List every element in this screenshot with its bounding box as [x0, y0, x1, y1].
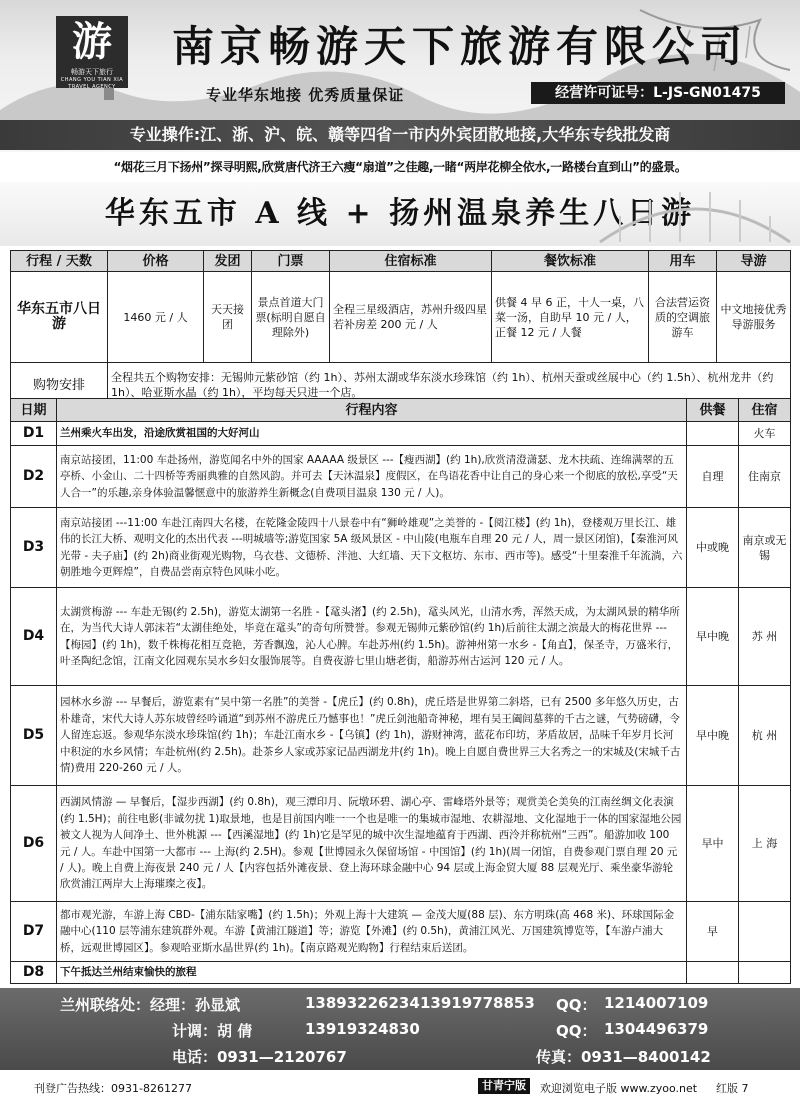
tour-vehicle: 合法营运资质的空调旅游车 — [649, 272, 717, 363]
itinerary-row — [11, 686, 791, 786]
day-meals: 早中晚 — [687, 686, 739, 786]
day-meals: 自理 — [687, 446, 739, 508]
header-cell: 门票 — [252, 251, 330, 272]
day-label: D8 — [11, 962, 57, 984]
day-lodging: 杭 州 — [739, 686, 791, 786]
day-lodging: 火车 — [739, 422, 791, 446]
header-cell: 行程 / 天数 — [11, 251, 108, 272]
license-number: 经营许可证号：L-JS-GN01475 — [531, 82, 785, 104]
header-cell: 供餐 — [687, 399, 739, 422]
header-cell: 餐饮标准 — [492, 251, 649, 272]
day-label: D6 — [11, 786, 57, 902]
day-content: 下午抵达兰州结束愉快的旅程 — [57, 962, 687, 984]
page-number: 红版 7 — [716, 1082, 749, 1095]
header-cell: 用车 — [649, 251, 717, 272]
day-label: D5 — [11, 686, 57, 786]
header-cell: 价格 — [108, 251, 204, 272]
shopping-label: 购物安排 — [11, 363, 108, 408]
tour-guide: 中文地接优秀导游服务 — [717, 272, 791, 363]
day-lodging — [739, 962, 791, 984]
itinerary-row — [11, 902, 791, 962]
day-meals — [687, 962, 739, 984]
header-cell: 住宿 — [739, 399, 791, 422]
day-label: D1 — [11, 422, 57, 446]
page-footer — [0, 1072, 800, 1100]
header-cell: 行程内容 — [57, 399, 687, 422]
header-banner — [0, 0, 800, 152]
day-label: D4 — [11, 588, 57, 686]
day-lodging: 苏 州 — [739, 588, 791, 686]
tour-price: 1460 元 / 人 — [108, 272, 204, 363]
phone-number: 13893226234 — [305, 994, 420, 1012]
tour-departure: 天天接团 — [204, 272, 252, 363]
itinerary-row — [11, 962, 791, 984]
tour-meals: 供餐 4 早 6 正，十人一桌，八菜一汤，自助早 10 元 / 人，正餐 12 元 / 人餐 — [492, 272, 649, 363]
business-slogan: 专业操作:江、浙、沪、皖、赣等四省一市内外宾团散地接,大华东专线批发商 — [0, 120, 800, 150]
qq-label: QQ： — [556, 996, 597, 1014]
qq-number: 1304496379 — [604, 1020, 709, 1038]
tour-name: 华东五市八日游 — [11, 272, 108, 363]
day-lodging — [739, 902, 791, 962]
summary-table — [10, 250, 791, 408]
day-lodging: 上 海 — [739, 786, 791, 902]
tour-hotel: 全程三星级酒店，苏州升级四星 若补房差 200 元 / 人 — [330, 272, 492, 363]
tour-tickets: 景点首道大门票(标明自愿自理除外) — [252, 272, 330, 363]
bridge-decoration-icon — [590, 182, 800, 246]
day-meals: 早中晚 — [687, 588, 739, 686]
day-label: D2 — [11, 446, 57, 508]
intro-poem: “烟花三月下扬州”探寻明熙,欣赏唐代济王六瘦“扇道”之佳趣,一睹“两岸花柳全依水,一路楼台直到山”的盛景。 — [113, 160, 687, 174]
itinerary-row — [11, 422, 791, 446]
day-meals: 早中 — [687, 786, 739, 902]
route-title: 华东五市 A 线 + 扬州温泉养生八日游 — [0, 182, 800, 246]
summary-row — [11, 272, 791, 363]
telephone: 电话：0931—2120767 — [172, 1048, 347, 1066]
ad-hotline: 刊登广告热线：0931-8261277 — [34, 1082, 192, 1095]
phone-number: 13919778853 — [420, 994, 535, 1012]
company-name: 南京畅游天下旅游有限公司 — [172, 22, 749, 71]
itinerary-row — [11, 588, 791, 686]
day-label: D3 — [11, 508, 57, 588]
website-link[interactable]: 欢迎浏览电子版 www.zyoo.net — [540, 1082, 698, 1095]
office-manager: 兰州联络处：经理：孙显斌 — [60, 996, 241, 1014]
logo-subtitle-en: CHANG YOU TIAN XIA TRAVEL AGENCY — [60, 77, 124, 90]
itinerary-header-row — [11, 399, 791, 422]
itinerary-row — [11, 446, 791, 508]
qq-number: 1214007109 — [604, 994, 709, 1012]
header-cell: 日期 — [11, 399, 57, 422]
header-cell: 住宿标准 — [330, 251, 492, 272]
day-meals: 中或晚 — [687, 508, 739, 588]
day-meals — [687, 422, 739, 446]
header-cell: 导游 — [717, 251, 791, 272]
day-meals: 早 — [687, 902, 739, 962]
day-content: 兰州乘火车出发，沿途欣赏祖国的大好河山 — [57, 422, 687, 446]
edition-badge: 甘青宁版 — [478, 1078, 530, 1094]
day-content: 南京站接团 ---11:00 车赴江南四大名楼，在乾隆金陵四十八景卷中有“狮岭雄观”之美誉的 -【阅江楼】(约 1h)，登楼观万里长江、雄伟的长江大桥、观明文化的杰出代表 ---明城墙等;游览国家 5A 级风景区 - 中山陵(电瓶车自理 20 元 / 人，周一景区闭馆)，【秦淮河风光带 - 夫子庙】(约 2h)商业街观光购物，乌衣巷、文德桥、泮池、大红墙、天下文枢坊、东市、西市等)。感受“十里秦淮千年流淌，六朝胜地今更辉煌”，自费品尝南京特色风味小吃。 — [57, 508, 687, 588]
day-content: 都市观光游，车游上海 CBD-【浦东陆家嘴】(约 1.5h)；外观上海十大建筑 — 金茂大厦(88 层)、东方明珠(高 468 米)、环球国际金融中心(110 层等浦东建筑群外观。车游【黄浦江隧道】等；游览【外滩】(约 0.5h)，黄浦江风光、万国建筑博览等，【车游卢浦大桥，远观世博园区】。参观哈亚斯水晶世界(约 1h)。【南京路观光购物】行程结束后送团。 — [57, 902, 687, 962]
planner-name: 计调：胡 倩 — [172, 1022, 253, 1040]
day-content: 南京站接团，11:00 车赴扬州，游览闻名中外的国家 AAAAA 级景区 ---【瘦西湖】(约 1h),欣赏清澄潇瑟、龙木扶疏、连绵满翠的五亭桥、小金山、二十四桥等秀丽典雅的自然风韵。并可去【天沐温泉】度假区，在鸟语花香中让自己的身心来一个彻底的放松,享受“天人合一”的乐趣,亲身体验温馨惬意中的旅游养生新概念(自费项目温泉 130 元 / 人)。 — [57, 446, 687, 508]
day-content: 西湖风情游 — 早餐后，【湿步西湖】(约 0.8h)，观三潭印月、阮墩环碧、湖心亭、雷峰塔外景等；观赏美仑美奂的江南丝绸文化表演(约 1.5H)；前往电影(非诚勿扰 1)取景地，也是目前国内唯一一个也是唯一的集城市湿地、农耕湿地、文化湿地于一体的国家湿地公园被文人视为人间净土、世外桃源 ---【西溪湿地】(约 1h)它是罕见的城中次生湿地蕴育于西湖、西泠并称杭州“三西”。船游加收 100 元 / 人。车赴中国第一大都市 --- 上海(约 2.5H)。参观【世博园永久保留场馆 - 中国馆】(约 1h)(周一闭馆，自费参观门票自理 20 元 / 人)。晚上自费上海夜景 240 元 / 人【内容包括外滩夜景、登上海环球金融中心 94 层或上海金贸大厦 88 层观光厅、乘坐豪华游轮欣赏浦江两岸大上海璀璨之夜】。 — [57, 786, 687, 902]
itinerary-table — [10, 398, 791, 984]
summary-header-row — [11, 251, 791, 272]
itinerary-row — [11, 508, 791, 588]
qq-label: QQ： — [556, 1022, 597, 1040]
company-logo — [56, 16, 128, 88]
day-lodging: 南京或无锡 — [739, 508, 791, 588]
phone-number: 13919324830 — [305, 1020, 420, 1038]
day-lodging: 住南京 — [739, 446, 791, 508]
itinerary-row — [11, 786, 791, 902]
fax: 传真：0931—8400142 — [536, 1048, 711, 1066]
shopping-details: 全程共五个购物安排：无锡帅元紫砂馆（约 1h）、苏州太湖或华东淡水珍珠馆（约 1h）、杭州天蚕或丝展中心（约 1.5h）、杭州龙井（约 1h）、哈亚斯水晶（约 1h），平均每天只进一个店。 — [108, 363, 791, 408]
day-content: 园林水乡游 --- 早餐后，游览素有“吴中第一名胜”的美誉 -【虎丘】(约 0.8h)，虎丘塔是世界第二斜塔，已有 2500 多年悠久历史，古朴雄奇，宋代大诗人苏东坡曾经吟诵道“到苏州不游虎丘乃憾事也！”虎丘剑池船奇神秘，埋有吴王阖闾墓葬的千古之谜，气势磅礴，令人留连忘返。参观华东淡水珍珠馆(约 1h)；车赴江南水乡 -【乌镇】(约 1h)，游财神湾，蓝花布印坊，茅盾故居，品味千年岁月长河中积淀的水乡风情；车赴杭州(约 2.5h)。赴茶乡人家或苏家记品西湖龙井(约 1h)。晚上自愿自费世界三大名秀之一的宋城及(宋城千古情)费用 220-260 元 / 人。 — [57, 686, 687, 786]
header-cell: 发团 — [204, 251, 252, 272]
logo-mark: 游 — [72, 18, 112, 65]
tagline: 专业华东地接 优秀质量保证 — [206, 86, 405, 104]
contact-band — [0, 988, 800, 1070]
day-content: 太湖赏梅游 --- 车赴无锡(约 2.5h)，游览太湖第一名胜 -【鼋头渚】(约 2.5h)，鼋头风光，山清水秀，浑然天成，为太湖风景的精华所在，为当代大诗人郭沫若“太湖佳绝处，毕竟在鼋头”的奇句所赞誉。参观无锡帅元紫砂馆(约 1h)后前往太湖之滨最大的梅花世界 ---【梅园】(约 1h)，数千株梅花相互竞艳，芳香飘逸，沁人心脾。车赴苏州(约 1.5h)。游神州第一水乡 -【角直】，保圣寺，万盛米行，叶圣陶纪念馆，江南文化园观东吴水乡妇女服饰展等。自费夜游七里山塘老街，船游苏州古运河 120 元 / 人。 — [57, 588, 687, 686]
logo-subtitle: 畅游天下旅行 — [71, 68, 113, 76]
day-label: D7 — [11, 902, 57, 962]
